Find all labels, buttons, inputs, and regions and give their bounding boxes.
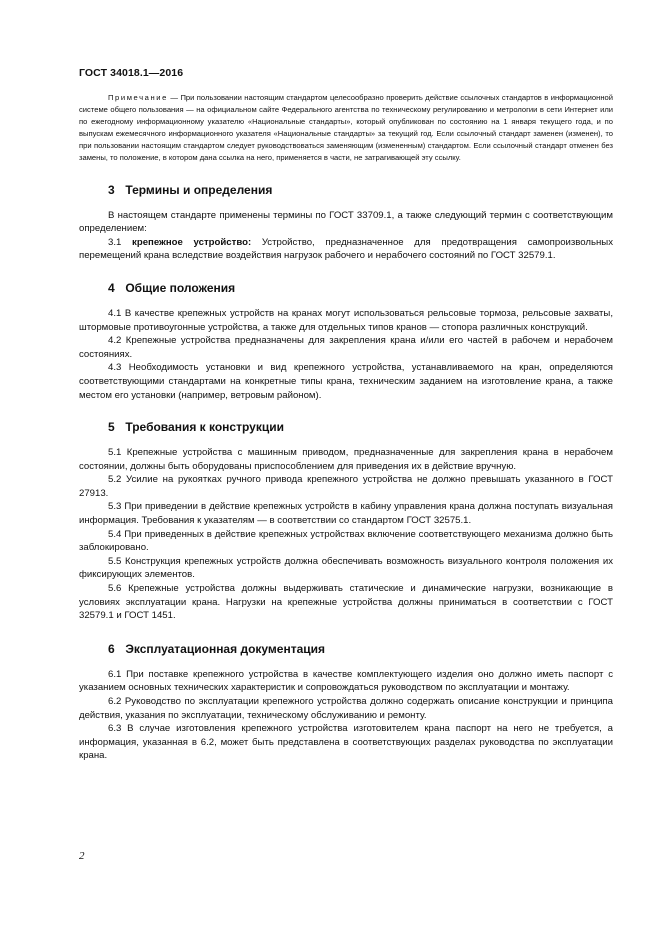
clause-6-2: 6.2 Руководство по эксплуатации крепежного устройства должно содержать описание конструкции и принципа действия, указания по эксплуатации, техническому обслуживанию и ремонту. xyxy=(79,696,613,721)
section-5-heading xyxy=(79,420,613,434)
section-5-number: 5 xyxy=(108,420,115,435)
clause-5-6: 5.6 Крепежные устройства должны выдерживать статические и динамические нагрузки, возникающие в условиях эксплуатации крана. Нагрузки на крепежные устройства должны приниматься в соответствии с ГОСТ 32579.1 и ГОСТ 1451. xyxy=(79,583,613,622)
page-number: 2 xyxy=(79,850,85,862)
section-3-intro: В настоящем стандарте применены термины по ГОСТ 33709.1, а также следующий термин с соответствующим определением: xyxy=(79,209,613,235)
page-content xyxy=(79,92,613,763)
note-label: Примечание xyxy=(108,93,168,102)
section-6-title: Эксплуатационная документация xyxy=(125,641,326,656)
clause-4-3: 4.3 Необходимость установки и вид крепежного устройства, устанавливаемого на кран, определяются соответствующими стандартами на конкретные типы крана, техническим заданием на изготовление крана, а также местом его установки (например, ветровым районом). xyxy=(79,362,613,401)
term-number: 3.1 xyxy=(108,236,122,248)
clause-6-1: 6.1 При поставке крепежного устройства в качестве комплектующего изделия оно должно иметь паспорт с указанием основных технических характеристик и сопровождаться руководством по эксплуатации и монтажу. xyxy=(79,668,613,694)
reference-note xyxy=(79,92,613,165)
term-definition xyxy=(79,236,613,263)
clause-4-2: 4.2 Крепежные устройства предназначены для закрепления крана и/или его частей в рабочем и нерабочем состояниях. xyxy=(79,335,613,360)
section-3-title: Термины и определения xyxy=(125,182,273,197)
term-definition-text: Устройство, предназначенное для предотвращения самопроизвольных перемещений крана вследствие воздействия нагрузок рабочего и нерабочего состояний по ГОСТ 32579.1. xyxy=(79,236,613,262)
clause-5-2: 5.2 Усилие на рукоятках ручного привода крепежного устройства не должно превышать указанного в ГОСТ 27913. xyxy=(79,474,613,499)
clause-5-3: 5.3 При приведении в действие крепежных устройств в кабину управления крана должна поступать визуальная информация. Требования к указателям — в соответствии со стандартом ГОСТ 32575.1. xyxy=(79,501,613,527)
clause-4-1: 4.1 В качестве крепежных устройств на кранах могут использоваться рельсовые тормоза, рельсовые захваты, штормовые противоугонные устройства, а также для отдельных типов кранов — стопора различных конструкций. xyxy=(79,307,613,333)
clause-6-3: 6.3 В случае изготовления крепежного устройства изготовителем крана паспорт на него не требуется, а информация, указанная в 6.2, может быть представлена в соответствующих разделах руководства по эксплуатации крана. xyxy=(79,723,613,762)
section-6-number: 6 xyxy=(108,641,115,656)
section-3-heading xyxy=(79,183,613,197)
term-name: крепежное устройство: xyxy=(132,236,252,248)
section-5-title: Требования к конструкции xyxy=(125,420,284,435)
section-6-heading xyxy=(79,642,613,656)
clause-5-4: 5.4 При приведенных в действие крепежных устройствах включение соответствующего механизма должно быть заблокировано. xyxy=(79,528,613,554)
section-4-heading xyxy=(79,281,613,295)
note-text: — При пользовании настоящим стандартом целесообразно проверить действие ссылочных стандартов в информационной системе общего пользования — на официальном сайте Федерального агентства по техническому регулированию и метрологии в сети Интернет или по ежегодному информационному указателю «Национальные стандарты», который опубликован по состоянию на 1 января текущего года, и по выпускам ежемесячного информационного указателя «Национальные стандарты» за текущий год. Если ссылочный стандарт заменен (изменен), то при пользовании настоящим стандартом следует руководствоваться заменяющим (измененным) стандартом. Если ссылочный стандарт отменен без замены, то положение, в котором дана ссылка на него, применяется в части, не затрагивающей эту ссылку. xyxy=(79,93,613,163)
section-4-title: Общие положения xyxy=(125,280,236,295)
section-3-number: 3 xyxy=(108,182,115,197)
document-id-header: ГОСТ 34018.1—2016 xyxy=(79,67,184,79)
section-4-number: 4 xyxy=(108,280,115,295)
clause-5-5: 5.5 Конструкция крепежных устройств должна обеспечивать возможность визуального контроля положения их фиксирующих элементов. xyxy=(79,555,613,581)
clause-5-1: 5.1 Крепежные устройства с машинным приводом, предназначенные для закрепления крана в нерабочем состоянии, должны быть оборудованы приспособлением для приведения их в действие вручную. xyxy=(79,447,613,472)
